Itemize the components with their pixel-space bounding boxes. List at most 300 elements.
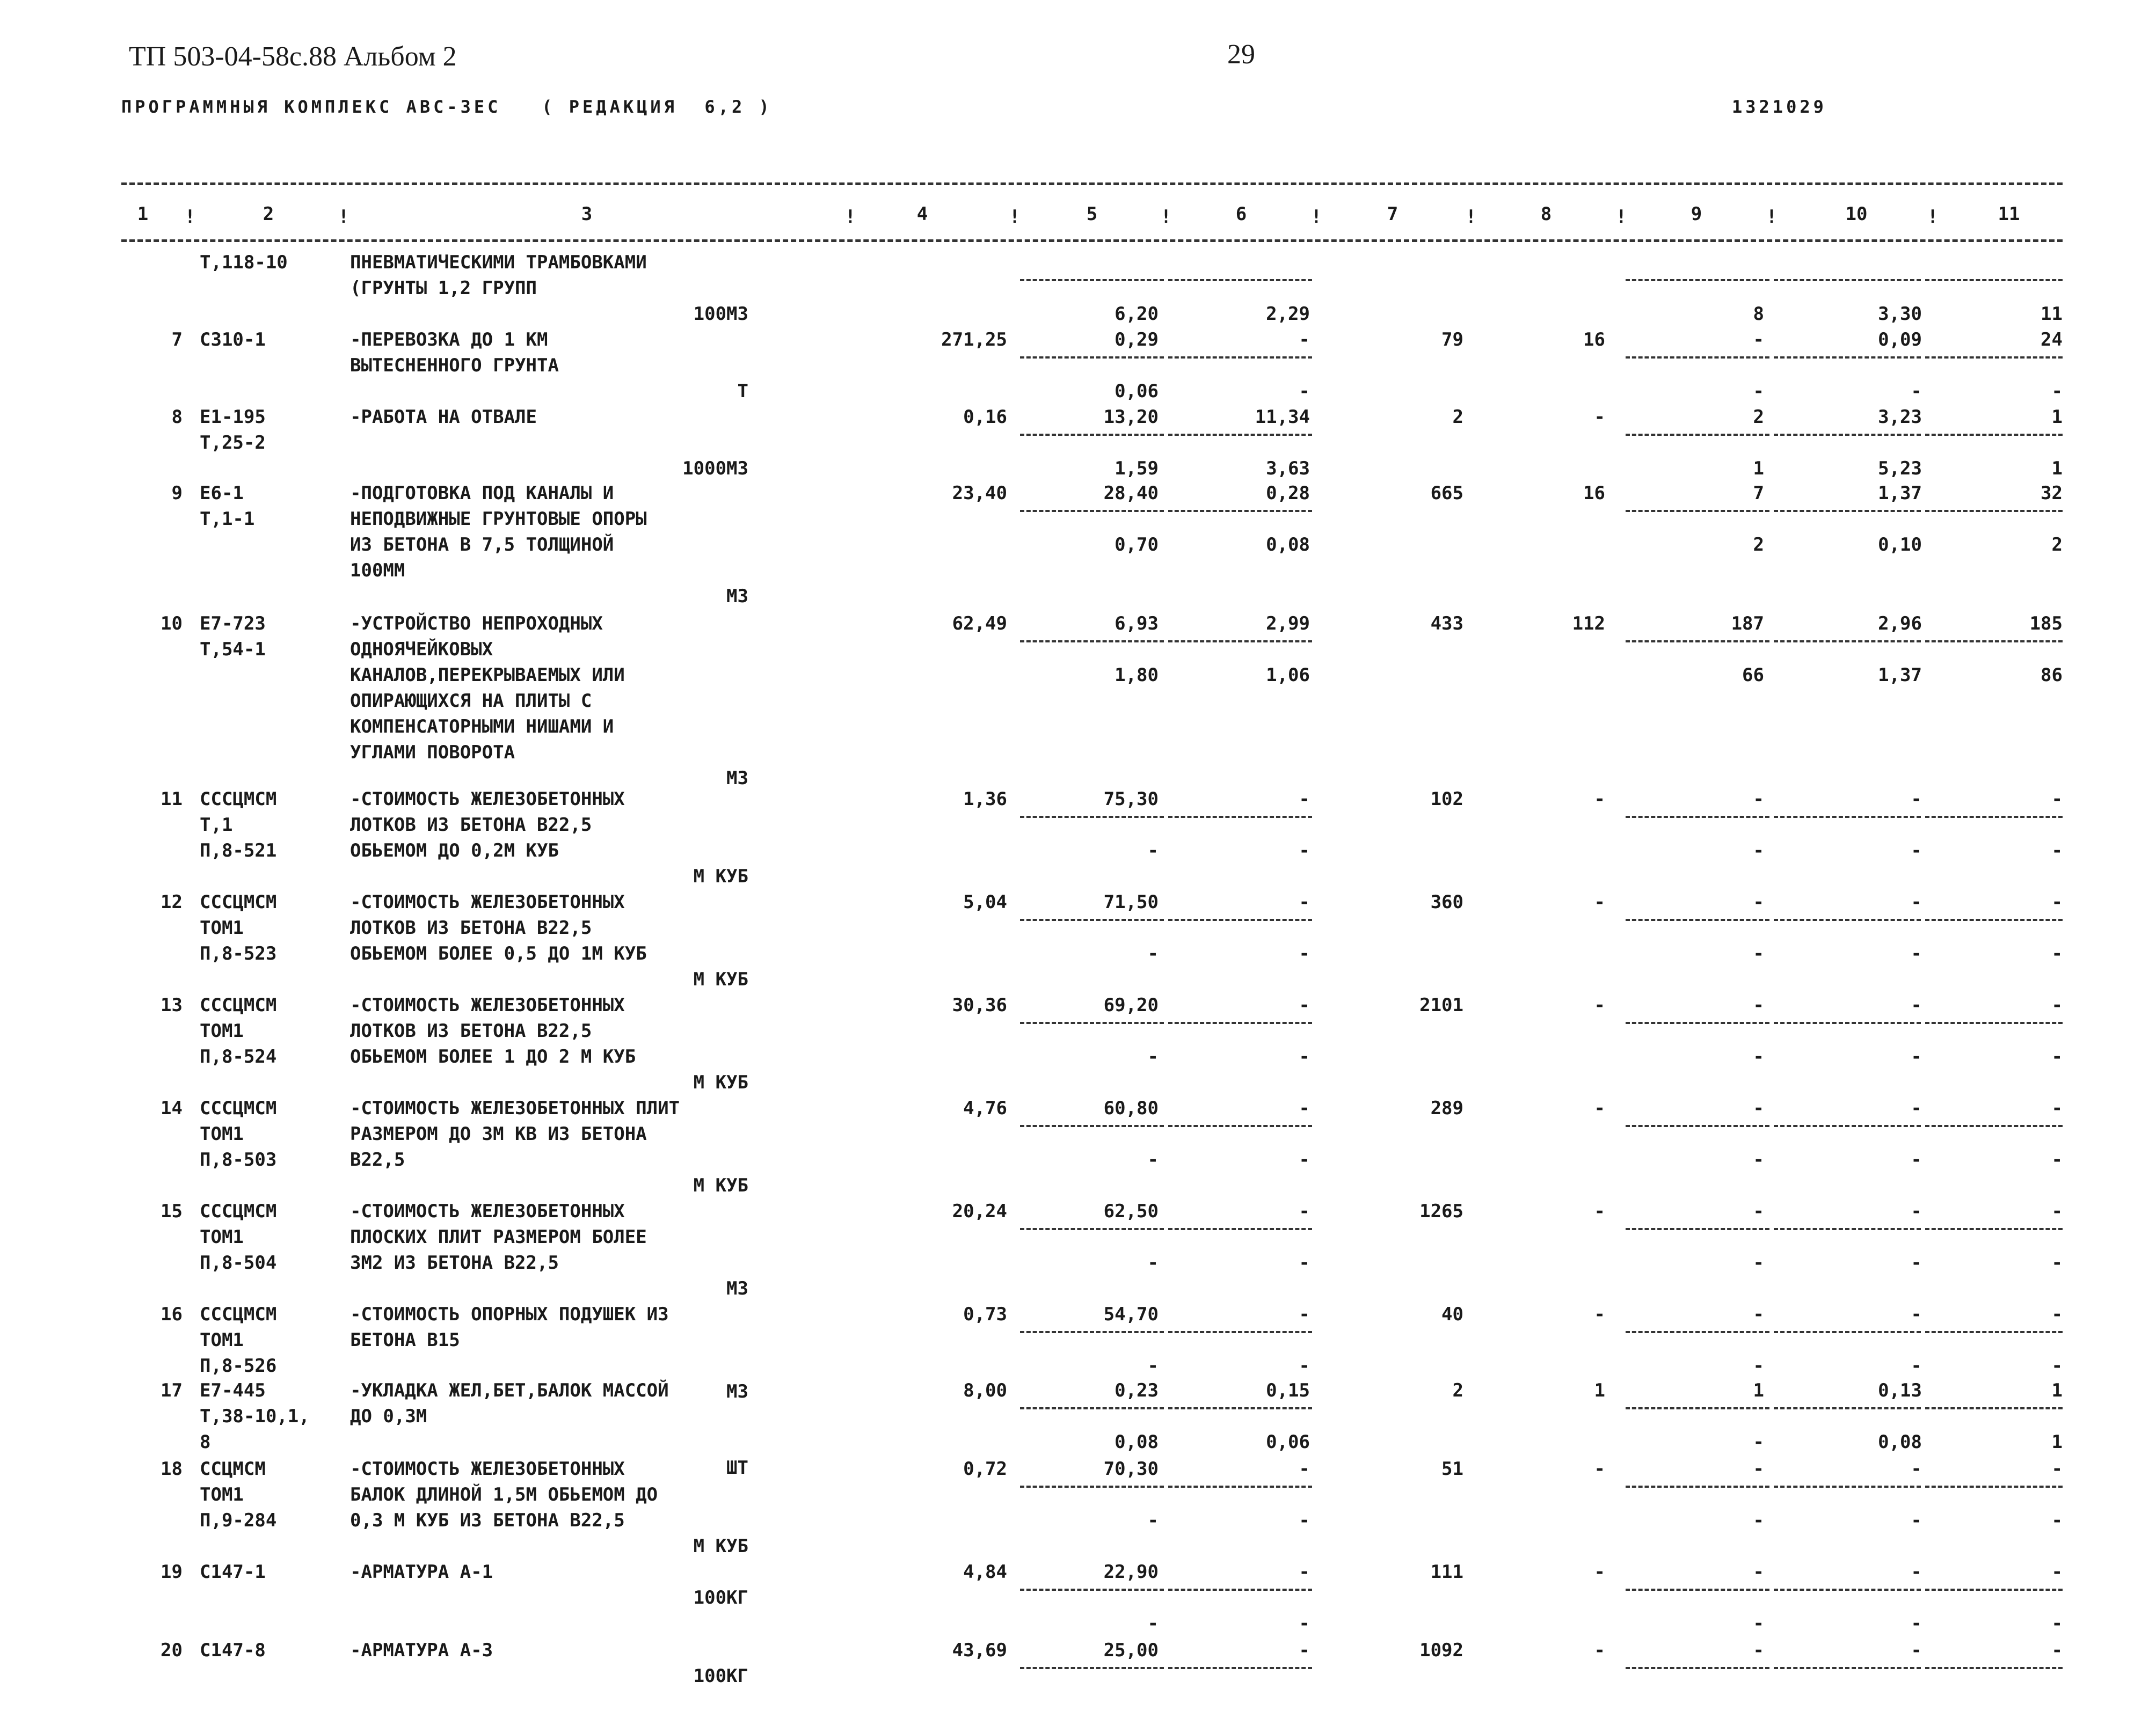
machine-total-value: - [1753,329,1764,350]
machine-cost-value: - [1299,1252,1310,1274]
machine-cost-value: - [1299,1561,1310,1583]
cell-divider-rule [1020,919,1164,921]
unit-cost-value: 6,20 [1115,303,1159,325]
labor-unit-value: 1,37 [1878,664,1922,686]
cell-divider-rule [1774,434,1921,436]
column-separator: ! [1766,206,1778,228]
work-description: (ГРУНТЫ 1,2 ГРУПП [350,277,537,299]
machine-cost-value: - [1299,840,1310,861]
quantity-value: 23,40 [952,482,1007,504]
cell-divider-rule [1626,279,1769,281]
unit-cost-value: 60,80 [1103,1098,1159,1119]
cell-divider-rule [1020,1486,1164,1488]
labor-unit-value: 0,08 [1878,1431,1922,1453]
cell-divider-rule [1925,1407,2063,1409]
cell-divider-rule [1626,1667,1769,1669]
wage-cost-value: - [1594,891,1605,913]
machine-total-value: - [1753,1613,1764,1634]
machine-cost-value: 2,29 [1266,303,1310,325]
norm-code: П,9-284 [200,1510,277,1531]
cell-divider-rule [1925,1022,2063,1024]
quantity-value: 8,00 [963,1380,1007,1401]
labor-unit-value: - [1911,1640,1922,1661]
norm-code: Е7-723 [200,613,266,634]
norm-code: П,8-504 [200,1252,277,1274]
cell-divider-rule [1626,434,1769,436]
labor-unit-value: - [1911,1149,1922,1171]
unit-cost-value: 69,20 [1103,995,1159,1016]
column-separator: ! [1927,206,1939,228]
work-description: -АРМАТУРА А-1 [350,1561,493,1583]
cell-divider-rule [1168,1228,1312,1230]
norm-code: СССЦМСМ [200,891,277,913]
machine-total-value: - [1753,381,1764,402]
machine-total-value: - [1753,1098,1764,1119]
unit-of-measure: М КУБ [693,969,748,990]
machine-total-value: - [1753,1252,1764,1274]
unit-of-measure: М3 [726,1278,748,1299]
work-description: -УСТРОЙСТВО НЕПРОХОДНЫХ [350,613,603,634]
total-cost-value: 433 [1430,613,1463,634]
labor-unit-value: - [1911,995,1922,1016]
cell-divider-rule [1925,1486,2063,1488]
norm-code: ССЦМСМ [200,1458,266,1480]
wage-cost-value: - [1594,1201,1605,1222]
norm-code: Т,38-10,1, [200,1406,310,1427]
machine-cost-value: - [1299,788,1310,810]
unit-cost-value: - [1147,1252,1159,1274]
labor-total-value: - [2051,1458,2063,1480]
total-cost-value: 1265 [1419,1201,1463,1222]
labor-total-value: - [2051,1098,2063,1119]
norm-code: ТОМ1 [200,1484,244,1505]
cell-divider-rule [1020,1228,1164,1230]
wage-cost-value: - [1594,1098,1605,1119]
work-description: БАЛОК ДЛИНОЙ 1,5М ОБЬЕМОМ ДО [350,1484,658,1505]
row-number: 7 [171,329,183,350]
cell-divider-rule [1020,640,1164,642]
cell-divider-rule [1774,279,1921,281]
work-description: -СТОИМОСТЬ ЖЕЛЕЗОБЕТОННЫХ [350,1458,625,1480]
cell-divider-rule [1168,434,1312,436]
labor-unit-value: - [1911,943,1922,964]
labor-unit-value: - [1911,840,1922,861]
cell-divider-rule [1626,1407,1769,1409]
total-cost-value: 40 [1441,1304,1463,1325]
quantity-value: 0,72 [963,1458,1007,1480]
machine-cost-value: - [1299,329,1310,350]
unit-cost-value: 75,30 [1103,788,1159,810]
row-number: 18 [161,1458,183,1480]
work-description: КОМПЕНСАТОРНЫМИ НИШАМИ И [350,716,614,737]
labor-unit-value: - [1911,1201,1922,1222]
machine-cost-value: 0,08 [1266,534,1310,555]
column-header-10: 10 [1845,203,1868,225]
labor-total-value: - [2051,995,2063,1016]
unit-cost-value: 1,80 [1115,664,1159,686]
labor-unit-value: - [1911,1561,1922,1583]
cell-divider-rule [1168,919,1312,921]
column-separator: ! [1310,206,1322,228]
cell-divider-rule [1626,919,1769,921]
work-description: 0,3 М КУБ ИЗ БЕТОНА В22,5 [350,1510,625,1531]
labor-unit-value: - [1911,1304,1922,1325]
column-separator: ! [1160,206,1172,228]
work-description: ПНЕВМАТИЧЕСКИМИ ТРАМБОВКАМИ [350,252,647,273]
labor-total-value: - [2051,1304,2063,1325]
norm-code: Е7-445 [200,1380,266,1401]
quantity-value: 43,69 [952,1640,1007,1661]
work-description: -СТОИМОСТЬ ЖЕЛЕЗОБЕТОННЫХ [350,891,625,913]
norm-code: Т,1 [200,814,233,836]
total-cost-value: 1092 [1419,1640,1463,1661]
machine-total-value: - [1753,1355,1764,1377]
labor-total-value: - [2051,1201,2063,1222]
machine-total-value: 66 [1742,664,1764,686]
norm-code: ТОМ1 [200,1329,244,1351]
cell-divider-rule [1168,1589,1312,1591]
program-subtitle: ПРОГРАММНЫЯ КОМПЛЕКС АВС-3ЕС ( РЕДАКЦИЯ 6,2 ) [121,97,773,117]
machine-total-value: - [1753,1640,1764,1661]
labor-unit-value: 1,37 [1878,482,1922,504]
labor-total-value: - [2051,1149,2063,1171]
wage-cost-value: - [1594,995,1605,1016]
machine-cost-value: - [1299,1098,1310,1119]
unit-cost-value: 0,29 [1115,329,1159,350]
unit-cost-value: - [1147,943,1159,964]
quantity-value: 0,73 [963,1304,1007,1325]
cell-divider-rule [1168,510,1312,512]
work-description: ПЛОСКИХ ПЛИТ РАЗМЕРОМ БОЛЕЕ [350,1226,647,1248]
total-cost-value: 2 [1452,406,1463,428]
machine-total-value: - [1753,943,1764,964]
norm-code: ТОМ1 [200,1226,244,1248]
labor-total-value: 1 [2051,458,2063,479]
column-separator: ! [338,206,349,228]
quantity-value: 0,16 [963,406,1007,428]
labor-unit-value: - [1911,788,1922,810]
labor-total-value: 2 [2051,534,2063,555]
unit-of-measure: М КУБ [693,1072,748,1093]
cell-divider-rule [1925,1228,2063,1230]
cell-divider-rule [1168,816,1312,818]
column-separator: ! [1465,206,1477,228]
labor-total-value: 32 [2041,482,2063,504]
cell-divider-rule [1774,640,1921,642]
cell-divider-rule [1020,1331,1164,1333]
norm-code: Т,1-1 [200,508,255,530]
cell-divider-rule [1020,1125,1164,1127]
column-header-6: 6 [1235,203,1247,225]
work-description: НЕПОДВИЖНЫЕ ГРУНТОВЫЕ ОПОРЫ [350,508,647,530]
work-description: 100ММ [350,560,405,581]
total-cost-value: 360 [1430,891,1463,913]
row-number: 13 [161,995,183,1016]
column-separator: ! [184,206,196,228]
machine-total-value: - [1753,891,1764,913]
norm-code: ТОМ1 [200,1020,244,1042]
work-description: -ПОДГОТОВКА ПОД КАНАЛЫ И [350,482,614,504]
machine-total-value: - [1753,1149,1764,1171]
work-description: -СТОИМОСТЬ ЖЕЛЕЗОБЕТОННЫХ [350,1201,625,1222]
labor-unit-value: - [1911,1510,1922,1531]
cell-divider-rule [1626,356,1769,359]
norm-code: 8 [200,1431,211,1453]
row-number: 14 [161,1098,183,1119]
row-number: 17 [161,1380,183,1401]
machine-total-value: - [1753,788,1764,810]
cell-divider-rule [1020,1022,1164,1024]
machine-cost-value: 11,34 [1255,406,1310,428]
labor-unit-value: 0,10 [1878,534,1922,555]
quantity-value: 5,04 [963,891,1007,913]
norm-code: СССЦМСМ [200,1201,277,1222]
labor-total-value: 24 [2041,329,2063,350]
machine-cost-value: 0,06 [1266,1431,1310,1453]
labor-unit-value: - [1911,1355,1922,1377]
wage-cost-value: 16 [1583,482,1605,504]
machine-cost-value: 1,06 [1266,664,1310,686]
cell-divider-rule [1925,356,2063,359]
machine-total-value: 2 [1753,406,1764,428]
machine-total-value: - [1753,840,1764,861]
norm-code: П,8-523 [200,943,277,964]
total-cost-value: 102 [1430,788,1463,810]
column-header-2: 2 [263,203,274,225]
quantity-value: 271,25 [941,329,1007,350]
wage-cost-value: - [1594,1304,1605,1325]
cell-divider-rule [1774,816,1921,818]
labor-total-value: - [2051,840,2063,861]
unit-of-measure: 100КГ [693,1587,748,1608]
labor-unit-value: 2,96 [1878,613,1922,634]
row-number: 19 [161,1561,183,1583]
work-description: ЛОТКОВ ИЗ БЕТОНА В22,5 [350,1020,592,1042]
unit-cost-value: 70,30 [1103,1458,1159,1480]
cell-divider-rule [1168,1407,1312,1409]
cell-divider-rule [1020,1667,1164,1669]
norm-code: П,8-503 [200,1149,277,1171]
machine-total-value: 7 [1753,482,1764,504]
column-separator: ! [844,206,856,228]
machine-cost-value: - [1299,381,1310,402]
unit-cost-value: 1,59 [1115,458,1159,479]
unit-cost-value: 6,93 [1115,613,1159,634]
work-description: РАЗМЕРОМ ДО 3М КВ ИЗ БЕТОНА [350,1123,647,1145]
norm-code: СССЦМСМ [200,788,277,810]
cell-divider-rule [1626,1589,1769,1591]
unit-cost-value: 71,50 [1103,891,1159,913]
total-cost-value: 111 [1430,1561,1463,1583]
row-number: 16 [161,1304,183,1325]
cell-divider-rule [1774,1228,1921,1230]
unit-cost-value: 25,00 [1103,1640,1159,1661]
unit-cost-value: 0,06 [1115,381,1159,402]
cell-divider-rule [1925,640,2063,642]
unit-cost-value: 0,08 [1115,1431,1159,1453]
machine-total-value: - [1753,995,1764,1016]
cell-divider-rule [1626,816,1769,818]
total-cost-value: 51 [1441,1458,1463,1480]
row-number: 20 [161,1640,183,1661]
cell-divider-rule [1925,1331,2063,1333]
unit-of-measure: М КУБ [693,866,748,887]
labor-unit-value: 5,23 [1878,458,1922,479]
labor-unit-value: 0,13 [1878,1380,1922,1401]
cell-divider-rule [1168,1022,1312,1024]
cell-divider-rule [1774,510,1921,512]
labor-total-value: - [2051,943,2063,964]
machine-total-value: 1 [1753,1380,1764,1401]
machine-total-value: - [1753,1304,1764,1325]
work-description: ДО 0,3М [350,1406,427,1427]
cell-divider-rule [1020,1589,1164,1591]
work-description: -СТОИМОСТЬ ЖЕЛЕЗОБЕТОННЫХ [350,995,625,1016]
cell-divider-rule [1020,1407,1164,1409]
labor-total-value: 86 [2041,664,2063,686]
cell-divider-rule [1626,1125,1769,1127]
cell-divider-rule [1626,1486,1769,1488]
labor-total-value: - [2051,1046,2063,1067]
norm-code: С147-8 [200,1640,266,1661]
cell-divider-rule [1020,510,1164,512]
machine-cost-value: - [1299,1149,1310,1171]
wage-cost-value: - [1594,1561,1605,1583]
work-description: -АРМАТУРА А-3 [350,1640,493,1661]
machine-cost-value: - [1299,1613,1310,1634]
column-header-5: 5 [1086,203,1098,225]
labor-total-value: 1 [2051,1380,2063,1401]
cell-divider-rule [1774,1331,1921,1333]
machine-cost-value: - [1299,1458,1310,1480]
cell-divider-rule [1925,919,2063,921]
cell-divider-rule [1626,1228,1769,1230]
labor-total-value: 1 [2051,1431,2063,1453]
cell-divider-rule [1925,434,2063,436]
labor-unit-value: - [1911,1098,1922,1119]
wage-cost-value: 112 [1572,613,1605,634]
document-code: 1321029 [1732,97,1827,117]
column-header-8: 8 [1540,203,1552,225]
unit-of-measure: 100КГ [693,1665,748,1687]
unit-cost-value: - [1147,1355,1159,1377]
cell-divider-rule [1925,279,2063,281]
work-description: ОДНОЯЧЕЙКОВЫХ [350,639,493,660]
cell-divider-rule [1626,510,1769,512]
unit-of-measure: Т [737,381,748,402]
norm-code: Т,54-1 [200,639,266,660]
cell-divider-rule [1925,1125,2063,1127]
wage-cost-value: - [1594,1640,1605,1661]
work-description: ВЫТЕСНЕННОГО ГРУНТА [350,355,559,376]
work-description: -УКЛАДКА ЖЕЛ,БЕТ,БАЛОК МАССОЙ [350,1380,669,1401]
labor-unit-value: - [1911,1613,1922,1634]
cell-divider-rule [1774,1022,1921,1024]
machine-cost-value: - [1299,1640,1310,1661]
norm-code: Т,25-2 [200,432,266,454]
norm-code: Т,118-10 [200,252,288,273]
cell-divider-rule [1168,1486,1312,1488]
wage-cost-value: 1 [1594,1380,1605,1401]
wage-cost-value: 16 [1583,329,1605,350]
labor-total-value: - [2051,1640,2063,1661]
norm-code: ТОМ1 [200,1123,244,1145]
cell-divider-rule [1925,816,2063,818]
quantity-value: 20,24 [952,1201,1007,1222]
labor-total-value: - [2051,1510,2063,1531]
machine-total-value: - [1753,1046,1764,1067]
unit-cost-value: - [1147,1510,1159,1531]
norm-code: Е1-195 [200,406,266,428]
machine-cost-value: 0,15 [1266,1380,1310,1401]
labor-unit-value: - [1911,891,1922,913]
cell-divider-rule [1168,279,1312,281]
row-number: 10 [161,613,183,634]
work-description: ОПИРАЮЩИХСЯ НА ПЛИТЫ С [350,690,592,712]
unit-of-measure: М КУБ [693,1175,748,1196]
unit-cost-value: - [1147,1149,1159,1171]
labor-unit-value: - [1911,1046,1922,1067]
norm-code: П,8-524 [200,1046,277,1067]
column-header-9: 9 [1691,203,1702,225]
machine-cost-value: - [1299,943,1310,964]
cell-divider-rule [1626,640,1769,642]
column-header-7: 7 [1387,203,1399,225]
labor-unit-value: 3,30 [1878,303,1922,325]
row-number: 12 [161,891,183,913]
machine-cost-value: - [1299,1510,1310,1531]
cell-divider-rule [1774,1667,1921,1669]
norm-code: П,8-521 [200,840,277,861]
total-cost-value: 2 [1452,1380,1463,1401]
unit-of-measure: М КУБ [693,1535,748,1557]
wage-cost-value: - [1594,1458,1605,1480]
wage-cost-value: - [1594,406,1605,428]
quantity-value: 62,49 [952,613,1007,634]
unit-cost-value: 54,70 [1103,1304,1159,1325]
work-description: ИЗ БЕТОНА В 7,5 ТОЛЩИНОЙ [350,534,614,555]
cell-divider-rule [1168,1667,1312,1669]
quantity-value: 30,36 [952,995,1007,1016]
work-description: -СТОИМОСТЬ ЖЕЛЕЗОБЕТОННЫХ [350,788,625,810]
norm-code: СССЦМСМ [200,1304,277,1325]
machine-total-value: 187 [1731,613,1764,634]
cell-divider-rule [1626,1331,1769,1333]
quantity-value: 4,76 [963,1098,1007,1119]
unit-cost-value: - [1147,840,1159,861]
labor-unit-value: - [1911,1252,1922,1274]
norm-code: П,8-526 [200,1355,277,1377]
machine-cost-value: 3,63 [1266,458,1310,479]
row-number: 11 [161,788,183,810]
machine-total-value: 2 [1753,534,1764,555]
work-description: ОБЬЕМОМ БОЛЕЕ 1 ДО 2 М КУБ [350,1046,636,1067]
total-cost-value: 289 [1430,1098,1463,1119]
column-header-4: 4 [916,203,928,225]
page-title: ТП 503-04-58с.88 Альбом 2 [129,41,457,72]
work-description: В22,5 [350,1149,405,1171]
column-header-1: 1 [137,203,149,225]
machine-total-value: 8 [1753,303,1764,325]
cell-divider-rule [1774,356,1921,359]
unit-cost-value: - [1147,1613,1159,1634]
labor-total-value: - [2051,1561,2063,1583]
cell-divider-rule [1168,356,1312,359]
labor-total-value: - [2051,1613,2063,1634]
labor-total-value: - [2051,788,2063,810]
unit-cost-value: 28,40 [1103,482,1159,504]
wage-cost-value: - [1594,788,1605,810]
